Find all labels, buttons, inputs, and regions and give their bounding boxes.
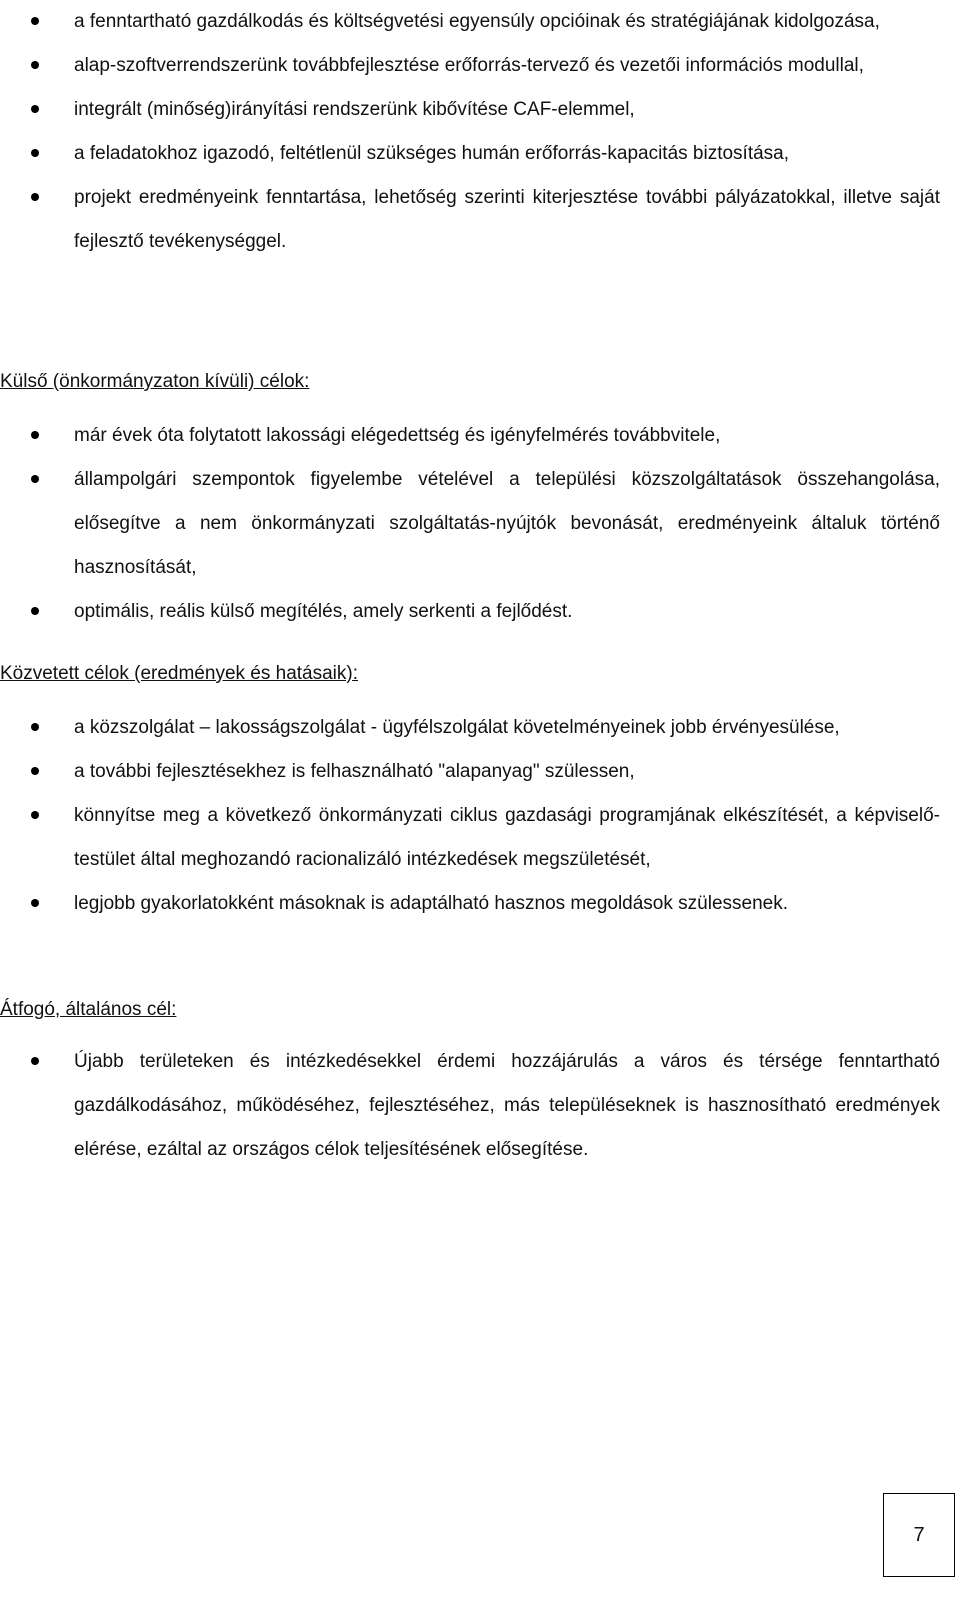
- list-item: optimális, reális külső megítélés, amely serkenti a fejlődést.: [0, 590, 940, 634]
- list-item: állampolgári szempontok figyelembe vételével a települési közszolgáltatások összehangolása, elősegítve a nem önkormányzati szolgáltatás-nyújtók bevonását, eredményeink általuk történő hasznosítását,: [0, 458, 940, 590]
- overall-goal-section: [0, 1040, 940, 1172]
- overall-goal-list: [0, 1040, 940, 1172]
- list-item: a további fejlesztésekhez is felhasználható "alapanyag" szülessen,: [0, 750, 940, 794]
- external-goals-list: [0, 414, 940, 634]
- page-number: 7: [913, 1523, 925, 1546]
- list-item: a feladatokhoz igazodó, feltétlenül szükséges humán erőforrás-kapacitás biztosítása,: [0, 132, 940, 176]
- list-item: Újabb területeken és intézkedésekkel érdemi hozzájárulás a város és térsége fenntartható gazdálkodásához, működéséhez, fejlesztéséhez, más településeknek is hasznosítható eredmények elérése, ezáltal az országos célok teljesítésének elősegítése.: [0, 1040, 940, 1172]
- internal-goals-section: [0, 0, 940, 264]
- list-item: integrált (minőség)irányítási rendszerünk kibővítése CAF-elemmel,: [0, 88, 940, 132]
- list-item: a fenntartható gazdálkodás és költségvetési egyensúly opcióinak és stratégiájának kidolgozása,: [0, 0, 940, 44]
- indirect-goals-section: [0, 706, 940, 926]
- internal-goals-list: [0, 0, 940, 264]
- list-item: már évek óta folytatott lakossági elégedettség és igényfelmérés továbbvitele,: [0, 414, 940, 458]
- external-goals-section: [0, 414, 940, 634]
- overall-goal-heading: Átfogó, általános cél:: [0, 999, 177, 1020]
- indirect-goals-heading: Közvetett célok (eredmények és hatásaik):: [0, 663, 359, 684]
- list-item: könnyítse meg a következő önkormányzati ciklus gazdasági programjának elkészítését, a képviselő-testület által meghozandó racionalizáló intézkedések megszületését,: [0, 794, 940, 882]
- indirect-goals-list: [0, 706, 940, 926]
- list-item: alap-szoftverrendszerünk továbbfejlesztése erőforrás-tervező és vezetői információs modullal,: [0, 44, 940, 88]
- list-item: legjobb gyakorlatokként másoknak is adaptálható hasznos megoldások szülessenek.: [0, 882, 940, 926]
- page-number-box: [883, 1493, 955, 1577]
- list-item: a közszolgálat – lakosságszolgálat - ügyfélszolgálat követelményeinek jobb érvényesülése,: [0, 706, 940, 750]
- external-goals-heading: Külső (önkormányzaton kívüli) célok:: [0, 371, 310, 392]
- list-item: projekt eredményeink fenntartása, lehetőség szerinti kiterjesztése további pályázatokkal, illetve saját fejlesztő tevékenységgel.: [0, 176, 940, 264]
